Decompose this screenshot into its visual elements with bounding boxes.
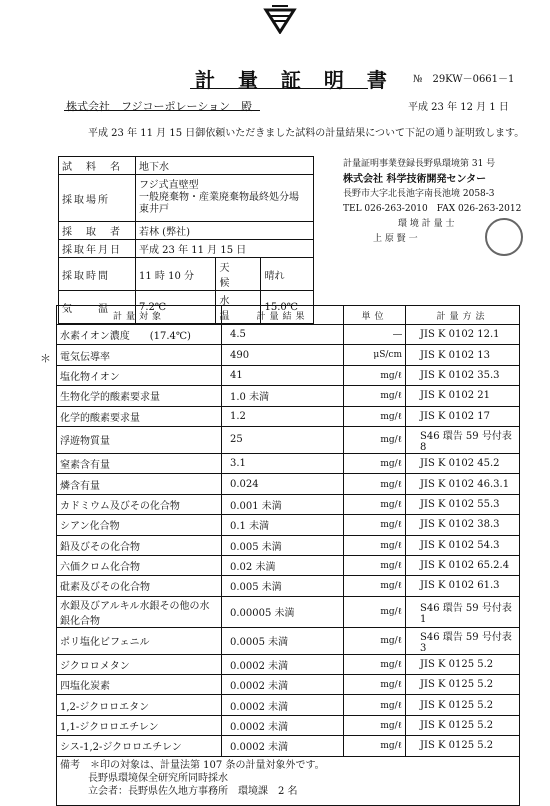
notes-text: ＊印の対象は、計量法第 107 条の計量対象外です。 — [90, 759, 325, 771]
table-row — [57, 736, 520, 756]
notes-cell — [57, 756, 520, 805]
registration-number: 計量証明事業登録長野県環境第 31 号 — [343, 159, 496, 169]
table-row — [57, 494, 520, 514]
result-item: 生物化学的酸素要求量 — [57, 386, 222, 406]
result-method: S46 環告 59 号付表 1 — [406, 596, 520, 627]
certification-mark-icon — [262, 4, 298, 34]
sample-label: 試 料 名 — [59, 157, 136, 175]
issuer-role: 環 境 計 量 士 — [398, 219, 455, 229]
title-underline — [190, 88, 368, 89]
weather-label: 天 候 — [216, 258, 261, 291]
info-row-place — [59, 175, 314, 222]
result-item: シス-1,2-ジクロロエチレン — [57, 736, 222, 756]
result-unit: mg/ℓ — [344, 596, 406, 627]
table-row — [57, 406, 520, 426]
issuer-person: 上 原 賢 一 — [373, 234, 418, 244]
result-method: JIS K 0102 35.3 — [406, 365, 520, 385]
result-value: 490 — [222, 345, 344, 365]
result-item: 砒素及びその化合物 — [57, 576, 222, 596]
issuer-phone: TEL 026-263-2010 FAX 026-263-2012 — [343, 204, 522, 214]
time-value: 11 時 10 分 — [136, 258, 216, 291]
info-row-date — [59, 240, 314, 258]
result-method: JIS K 0102 54.3 — [406, 535, 520, 555]
place-value — [136, 175, 314, 222]
result-unit: mg/ℓ — [344, 535, 406, 555]
result-item: シアン化合物 — [57, 515, 222, 535]
result-method: JIS K 0125 5.2 — [406, 675, 520, 695]
header-item: 計量対象 — [57, 306, 222, 325]
table-row — [57, 515, 520, 535]
weather-value: 晴れ — [261, 258, 314, 291]
sample-value: 地下水 — [136, 157, 314, 175]
table-row — [57, 675, 520, 695]
result-value: 0.02 未満 — [222, 555, 344, 575]
result-item: 化学的酸素要求量 — [57, 406, 222, 426]
place-line: 一般廃棄物・産業廃棄物最終処分場 — [139, 192, 299, 203]
result-method: JIS K 0125 5.2 — [406, 736, 520, 756]
place-label: 採取場所 — [59, 175, 136, 222]
collector-value: 若林 (弊社) — [136, 222, 314, 240]
result-item: 塩化物イオン — [57, 365, 222, 385]
result-unit: mg/ℓ — [344, 406, 406, 426]
result-value: 1.0 未満 — [222, 386, 344, 406]
water-temp-label: 水 温 — [216, 291, 261, 324]
result-method: S46 環告 59 号付表 3 — [406, 627, 520, 654]
result-value: 1.2 — [222, 406, 344, 426]
result-method: JIS K 0102 12.1 — [406, 325, 520, 345]
result-value: 0.0002 未満 — [222, 695, 344, 715]
result-item: 窒素含有量 — [57, 453, 222, 473]
result-item: 燐含有量 — [57, 474, 222, 494]
table-row — [57, 627, 520, 654]
table-row — [57, 596, 520, 627]
table-row — [57, 474, 520, 494]
result-item: 水素イオン濃度 (17.4℃) — [57, 325, 222, 345]
date-label: 採取年月日 — [59, 240, 136, 258]
air-temp-label: 気 温 — [59, 291, 136, 324]
result-value: 4.5 — [222, 325, 344, 345]
place-line: フジ式直壁型 — [139, 180, 199, 191]
result-unit: mg/ℓ — [344, 365, 406, 385]
result-unit: mg/ℓ — [344, 453, 406, 473]
result-value: 0.024 — [222, 474, 344, 494]
star-marker: ＊ — [40, 352, 51, 365]
result-unit: ― — [344, 325, 406, 345]
result-unit: mg/ℓ — [344, 627, 406, 654]
header-result: 計量結果 — [222, 306, 344, 325]
date-value: 平成 23 年 11 月 15 日 — [136, 240, 314, 258]
result-method: JIS K 0102 38.3 — [406, 515, 520, 535]
result-value: 0.0002 未満 — [222, 654, 344, 674]
table-row — [57, 386, 520, 406]
result-unit: mg/ℓ — [344, 695, 406, 715]
document-title: 計 量 証 明 書 — [195, 68, 395, 92]
notes-label: 備考 — [60, 759, 80, 771]
table-row — [57, 426, 520, 453]
result-value: 0.0002 未満 — [222, 715, 344, 735]
result-unit: mg/ℓ — [344, 474, 406, 494]
notes-row — [57, 756, 520, 805]
result-value: 0.001 未満 — [222, 494, 344, 514]
table-row — [57, 365, 520, 385]
result-item: 四塩化炭素 — [57, 675, 222, 695]
result-method: JIS K 0102 17 — [406, 406, 520, 426]
table-row — [57, 453, 520, 473]
result-value: 0.00005 未満 — [222, 596, 344, 627]
intro-text: 平成 23 年 11 月 15 日御依頼いただきました試料の計量結果について下記の通り証明致します。 — [88, 128, 525, 139]
recipient: 株式会社 フジコーポレーション 殿 — [66, 100, 253, 113]
table-row — [57, 715, 520, 735]
result-item: 電気伝導率 — [57, 345, 222, 365]
result-item: 浮遊物質量 — [57, 426, 222, 453]
info-row-sample — [59, 157, 314, 175]
result-item: 1,2-ジクロロエタン — [57, 695, 222, 715]
table-row — [57, 576, 520, 596]
result-item: 1,1-ジクロロエチレン — [57, 715, 222, 735]
result-unit: mg/ℓ — [344, 426, 406, 453]
result-unit: μS/cm — [344, 345, 406, 365]
result-value: 41 — [222, 365, 344, 385]
table-row — [57, 345, 520, 365]
table-row — [57, 555, 520, 575]
notes-line: 立会者：長野県佐久地方事務所 環境課 2 名 — [88, 785, 298, 797]
water-temp-value: 15.0℃ — [261, 291, 314, 324]
table-row — [57, 695, 520, 715]
sample-info-table — [58, 156, 314, 324]
result-method: JIS K 0102 65.2.4 — [406, 555, 520, 575]
notes-line: 長野県環境保全研究所同時採水 — [88, 772, 228, 784]
table-row — [57, 535, 520, 555]
header-unit: 単位 — [344, 306, 406, 325]
table-row — [57, 654, 520, 674]
result-item: カドミウム及びその化合物 — [57, 494, 222, 514]
result-unit: mg/ℓ — [344, 715, 406, 735]
issue-date: 平成 23 年 12 月 1 日 — [408, 102, 509, 113]
result-item: ジクロロメタン — [57, 654, 222, 674]
result-unit: mg/ℓ — [344, 675, 406, 695]
result-method: JIS K 0125 5.2 — [406, 715, 520, 735]
issuer-company: 株式会社 科学技術開発センター — [343, 174, 487, 185]
result-method: JIS K 0125 5.2 — [406, 695, 520, 715]
issuer-address: 長野市大字北長池字南長池境 2058-3 — [343, 189, 495, 199]
collector-label: 採 取 者 — [59, 222, 136, 240]
result-unit: mg/ℓ — [344, 576, 406, 596]
result-unit: mg/ℓ — [344, 654, 406, 674]
results-header-row — [57, 306, 520, 325]
result-method: JIS K 0102 21 — [406, 386, 520, 406]
result-value: 0.0002 未満 — [222, 675, 344, 695]
result-unit: mg/ℓ — [344, 494, 406, 514]
result-item: ポリ塩化ビフェニル — [57, 627, 222, 654]
info-row-collector — [59, 222, 314, 240]
time-label: 採取時間 — [59, 258, 136, 291]
official-seal-icon — [485, 218, 523, 256]
result-value: 0.0005 未満 — [222, 627, 344, 654]
recipient-underline — [64, 110, 260, 111]
result-unit: mg/ℓ — [344, 386, 406, 406]
air-temp-value: 7.2℃ — [136, 291, 216, 324]
notes-line — [60, 759, 516, 772]
result-method: JIS K 0125 5.2 — [406, 654, 520, 674]
results-table — [56, 305, 520, 806]
result-value: 0.0002 未満 — [222, 736, 344, 756]
result-item: 水銀及びアルキル水銀その他の水銀化合物 — [57, 596, 222, 627]
info-row-time — [59, 258, 314, 291]
result-method: S46 環告 59 号付表 8 — [406, 426, 520, 453]
result-item: 鉛及びその化合物 — [57, 535, 222, 555]
document-number: № 29KW－0661－1 — [413, 74, 515, 85]
result-unit: mg/ℓ — [344, 736, 406, 756]
result-method: JIS K 0102 55.3 — [406, 494, 520, 514]
result-method: JIS K 0102 45.2 — [406, 453, 520, 473]
result-value: 3.1 — [222, 453, 344, 473]
header-method: 計量方法 — [406, 306, 520, 325]
result-method: JIS K 0102 46.3.1 — [406, 474, 520, 494]
result-value: 0.005 未満 — [222, 576, 344, 596]
result-unit: mg/ℓ — [344, 515, 406, 535]
table-row — [57, 325, 520, 345]
result-item: 六価クロム化合物 — [57, 555, 222, 575]
place-line: 東井戸 — [139, 204, 169, 215]
result-value: 0.1 未満 — [222, 515, 344, 535]
result-method: JIS K 0102 61.3 — [406, 576, 520, 596]
result-value: 25 — [222, 426, 344, 453]
result-method: JIS K 0102 13 — [406, 345, 520, 365]
result-value: 0.005 未満 — [222, 535, 344, 555]
results-body — [57, 325, 520, 757]
result-unit: mg/ℓ — [344, 555, 406, 575]
